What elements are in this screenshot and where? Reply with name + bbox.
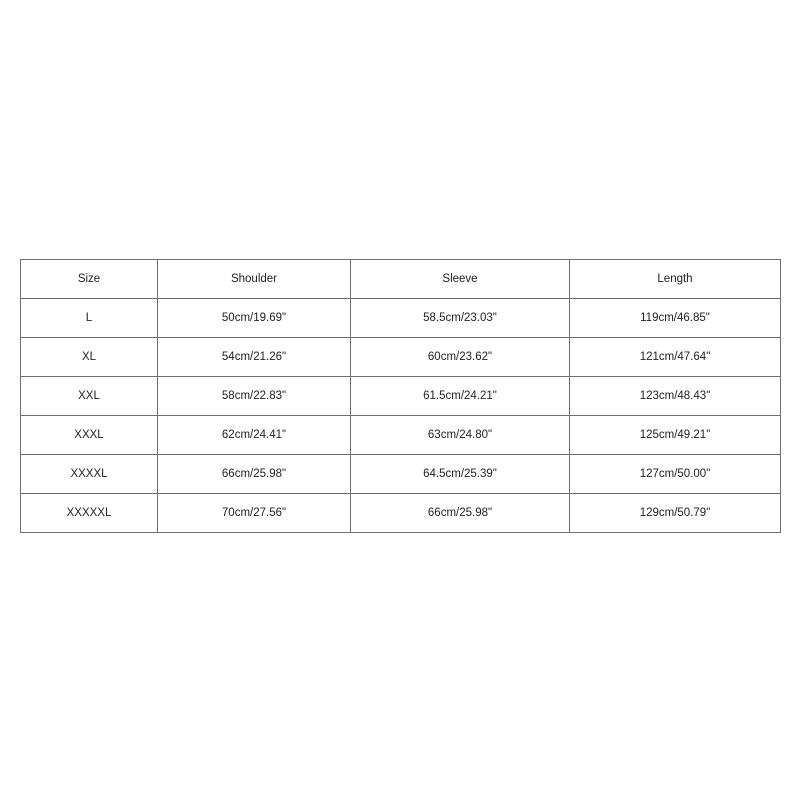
table-row	[21, 338, 781, 377]
header-shoulder: Shoulder	[158, 260, 351, 299]
table-row	[21, 494, 781, 533]
header-length: Length	[570, 260, 781, 299]
sleeve-cell: 63cm/24.80"	[351, 416, 570, 455]
table-row	[21, 416, 781, 455]
table-row	[21, 455, 781, 494]
table-row	[21, 299, 781, 338]
length-cell: 123cm/48.43"	[570, 377, 781, 416]
length-cell: 119cm/46.85"	[570, 299, 781, 338]
size-cell: XXXXL	[21, 455, 158, 494]
shoulder-cell: 62cm/24.41"	[158, 416, 351, 455]
sleeve-cell: 58.5cm/23.03"	[351, 299, 570, 338]
sleeve-cell: 61.5cm/24.21"	[351, 377, 570, 416]
header-size: Size	[21, 260, 158, 299]
length-cell: 127cm/50.00"	[570, 455, 781, 494]
shoulder-cell: 70cm/27.56"	[158, 494, 351, 533]
size-cell: XXL	[21, 377, 158, 416]
sleeve-cell: 64.5cm/25.39"	[351, 455, 570, 494]
size-cell: XL	[21, 338, 158, 377]
shoulder-cell: 50cm/19.69"	[158, 299, 351, 338]
shoulder-cell: 66cm/25.98"	[158, 455, 351, 494]
size-cell: XXXXXL	[21, 494, 158, 533]
sleeve-cell: 66cm/25.98"	[351, 494, 570, 533]
shoulder-cell: 58cm/22.83"	[158, 377, 351, 416]
table-header-row	[21, 260, 781, 299]
shoulder-cell: 54cm/21.26"	[158, 338, 351, 377]
length-cell: 129cm/50.79"	[570, 494, 781, 533]
sleeve-cell: 60cm/23.62"	[351, 338, 570, 377]
length-cell: 125cm/49.21"	[570, 416, 781, 455]
table-row	[21, 377, 781, 416]
length-cell: 121cm/47.64"	[570, 338, 781, 377]
header-sleeve: Sleeve	[351, 260, 570, 299]
size-cell: XXXL	[21, 416, 158, 455]
size-cell: L	[21, 299, 158, 338]
size-chart-table	[20, 259, 781, 533]
